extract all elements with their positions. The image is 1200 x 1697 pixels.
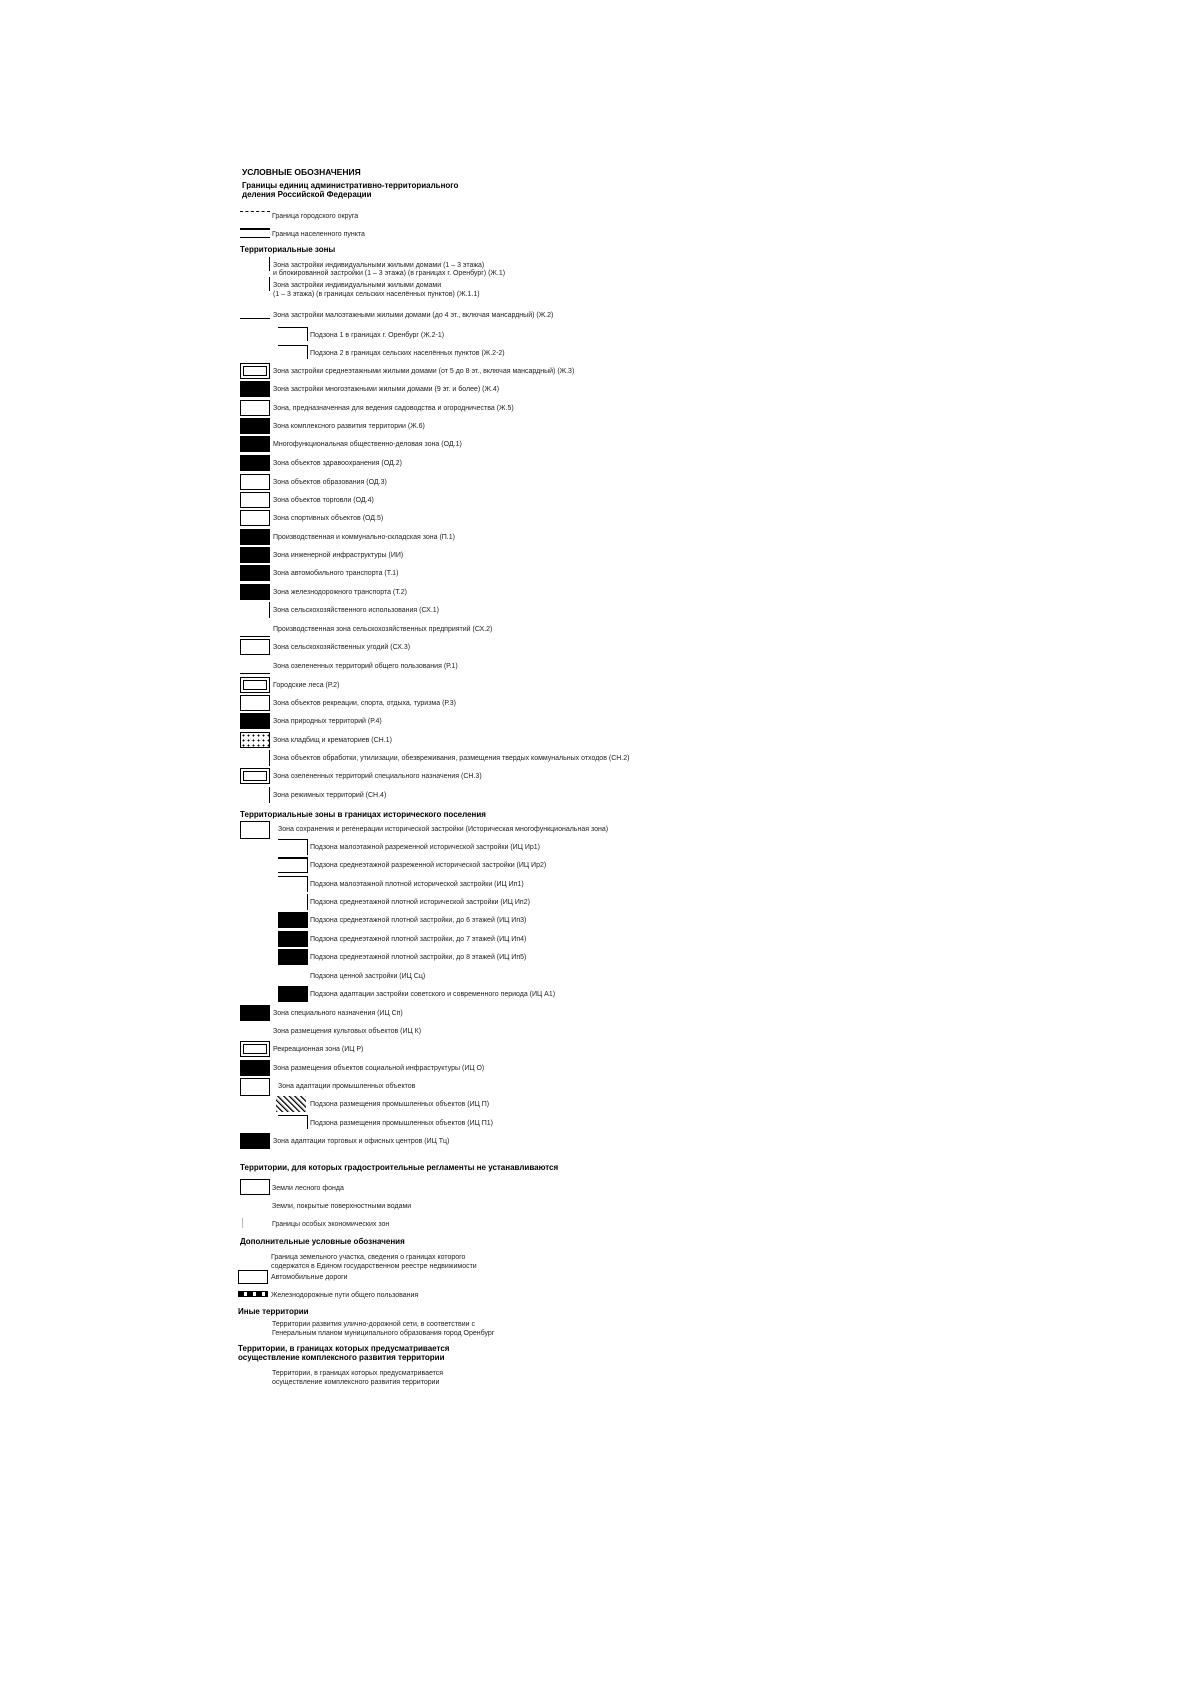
legend-item-label: Граница земельного участка, сведения о границах которого [271,1254,466,1261]
legend-item-label: Территории, в границах которых предусматривается [272,1370,444,1377]
heading-no-regulations: Территории, для которых градостроительные регламенты не устанавливаются [240,1163,559,1172]
heading-historic-settlement: Территориальные зоны в границах исторического поселения [240,810,486,819]
legend-symbol-solid-double-icon [240,228,270,238]
legend-item-label: Подзона адаптации застройки советского и современного периода (ИЦ А1) [310,991,556,998]
legend-item-label: Подзона малоэтажной плотной исторической застройки (ИЦ Ип1) [310,881,524,888]
legend-title: УСЛОВНЫЕ ОБОЗНАЧЕНИЯ [242,167,361,177]
legend-item-label: Подзона размещения промышленных объектов (ИЦ П1) [310,1120,494,1127]
legend-symbol-box-icon [240,492,270,508]
legend-item-label: Зона, предназначенная для ведения садоводства и огородничества (Ж.5) [273,405,514,412]
legend-item-label: Подзона среднеэтажной разреженной исторической застройки (ИЦ Ир2) [310,862,547,869]
legend-symbol-fill-icon [240,436,270,452]
legend-item-label: Зона озелененных территорий общего пользования (Р.1) [273,663,458,670]
legend-item-label: Зона застройки индивидуальными жилыми домами [273,282,442,289]
heading-other-territories: Иные территории [238,1307,309,1316]
legend-item-label: Многофункциональная общественно-деловая зона (ОД.1) [273,441,462,448]
legend-symbol-rline-icon [240,787,270,803]
legend-item-label: Подзона среднеэтажной плотной застройки, до 8 этажей (ИЦ Ип5) [310,954,527,961]
legend-symbol-fill-icon [278,931,308,947]
legend-symbol-faint-icon [242,1218,262,1228]
legend-item-label: Зона размещения объектов социальной инфраструктуры (ИЦ О) [273,1065,485,1072]
legend-symbol-box-icon [240,1078,270,1096]
legend-symbol-box-icon [240,400,270,416]
legend-item-label: Зона адаптации промышленных объектов [278,1083,416,1090]
legend-symbol-botline-icon [240,621,270,637]
legend-symbol-fill-icon [278,912,308,928]
legend-symbol-fill-icon [240,713,270,729]
legend-item-label: Зона объектов рекреации, спорта, отдыха, туризма (Р.3) [273,700,456,707]
legend-item-label: Зона размещения культовых объектов (ИЦ К) [273,1028,422,1035]
legend-item-label: Подзона 1 в границах г. Оренбург (Ж.2-1) [310,332,445,339]
legend-item-label: Подзона малоэтажной разреженной исторической застройки (ИЦ Ир1) [310,844,540,851]
legend-item-label: Зона режимных территорий (СН.4) [273,792,387,799]
legend-symbol-topline-icon [278,839,308,855]
legend-item-label: Зона озелененных территорий специального назначения (СН.3) [273,773,482,780]
legend-item-label: Граница городского округа [272,213,359,220]
heading-territorial-zones: Территориальные зоны [240,245,336,254]
legend-item-label: Зона сохранения и регенерации исторической застройки (Историческая многофункциональная зона) [278,826,609,833]
legend-symbol-box-icon [238,1270,268,1284]
legend-item-label: Подзона среднеэтажной плотной застройки, до 6 этажей (ИЦ Ип3) [310,917,527,924]
legend-symbol-topline-double-icon [278,857,308,873]
legend-item-label: Зона сельскохозяйственного использования (СХ.1) [273,607,439,614]
heading-complex-development-2: осуществление комплексного развития территории [238,1353,445,1362]
legend-symbol-fill-icon [240,547,270,563]
legend-symbol-box-icon [240,474,270,490]
legend-item-label: Зона застройки индивидуальными жилыми домами (1 – 3 этажа) [273,262,485,269]
heading-admin-boundaries-2: деления Российской Федерации [242,190,372,199]
legend-item-label: Подзона размещения промышленных объектов (ИЦ П) [310,1101,490,1108]
legend-item-label: и блокированной застройки (1 – 3 этажа) (в границах г. Оренбург) (Ж.1) [273,270,506,277]
legend-symbol-box-double-icon [240,363,270,379]
legend-item-label: Зона застройки среднеэтажными жилыми домами (от 5 до 8 эт., включая мансардный) (Ж.3) [273,368,575,375]
legend-item-label: Зона комплексного развития территории (Ж.6) [273,423,425,430]
legend-item-label: Городские леса (Р.2) [273,682,340,689]
legend-item-label: Зона адаптации торговых и офисных центров (ИЦ Тц) [273,1138,450,1145]
legend-item-label: Зона автомобильного транспорта (Т.1) [273,570,399,577]
heading-additional: Дополнительные условные обозначения [240,1237,405,1246]
legend-symbol-fill-icon [240,381,270,397]
legend-item-label: Зона застройки многоэтажными жилыми домами (9 эт. и более) (Ж.4) [273,386,500,393]
legend-item-label: Граница населенного пункта [272,231,365,238]
legend-symbol-dash-icon [240,211,270,212]
legend-symbol-fill-icon [278,949,308,965]
legend-item-label: Зона железнодорожного транспорта (Т.2) [273,589,407,596]
legend-symbol-fill-icon [240,529,270,545]
legend-symbol-fill-icon [240,1005,270,1021]
legend-symbol-rline-icon [240,602,270,618]
heading-complex-development: Территории, в границах которых предусматривается [238,1344,450,1353]
legend-item-label: Зона инженерной инфраструктуры (ИИ) [273,552,404,559]
legend-symbol-topline-icon [278,876,308,892]
legend-symbol-box-double-icon [240,768,270,784]
legend-symbol-rail-icon [238,1291,268,1297]
legend-symbol-fill-icon [240,565,270,581]
legend-item-label: Зона застройки малоэтажными жилыми домами (до 4 эт., включая мансардный) (Ж.2) [273,312,554,319]
legend-item-label: Земли лесного фонда [272,1185,344,1192]
legend-symbol-botline-icon [240,658,270,674]
legend-symbol-botline-icon [240,305,270,319]
legend-symbol-dots-icon [240,732,270,748]
legend-symbol-rline-icon [240,277,270,291]
legend-item-label: Зона спортивных объектов (ОД.5) [273,515,384,522]
legend-symbol-fill-icon [240,455,270,471]
legend-item-label: Зона природных территорий (Р.4) [273,718,382,725]
legend-symbol-box-icon [240,821,270,839]
legend-item-label: Зона объектов обработки, утилизации, обезвреживания, размещения твердых коммунальных отходов (СН.2) [273,755,630,762]
legend-item-label: Зона специального назначения (ИЦ Сп) [273,1010,403,1017]
legend-symbol-fill-icon [278,986,308,1002]
legend-item-label: Границы особых экономических зон [272,1221,390,1228]
legend-symbol-box-double-icon [240,677,270,693]
legend-symbol-rline-icon [240,750,270,766]
legend-item-label: Территории развития улично-дорожной сети, в соответствии с [272,1321,475,1328]
legend-item-label: Земли, покрытые поверхностными водами [272,1203,412,1210]
legend-item-label: Зона сельскохозяйственных угодий (СХ.3) [273,644,411,651]
legend-symbol-box-icon [240,695,270,711]
legend-item-label: Зона кладбищ и крематориев (СН.1) [273,737,392,744]
legend-item-label: Производственная зона сельскохозяйственных предприятий (СХ.2) [273,626,493,633]
legend-item-label: осуществление комплексного развития территории [272,1379,440,1386]
legend-item-label: Подзона 2 в границах сельских населённых пунктов (Ж.2-2) [310,350,505,357]
legend-item-label: Зона объектов торговли (ОД.4) [273,497,374,504]
legend-item-label: Рекреационная зона (ИЦ Р) [273,1046,364,1053]
legend-symbol-fill-icon [240,418,270,434]
legend-symbol-box-icon [240,1179,270,1195]
legend-item-label: Производственная и коммунально-складская зона (П.1) [273,534,455,541]
legend-symbol-rline-icon [240,257,270,271]
legend-item-label: Подзона среднеэтажной плотной исторической застройки (ИЦ Ип2) [310,899,530,906]
legend-symbol-fill-icon [240,1060,270,1076]
legend-symbol-hatch-icon [276,1096,306,1112]
legend-item-label: Зона объектов образования (ОД.3) [273,479,387,486]
legend-symbol-rline-icon [278,894,308,910]
legend-symbol-topline-icon [278,1115,308,1129]
legend-symbol-topline-icon [278,345,308,359]
legend-symbol-box-double-icon [240,1041,270,1057]
legend-item-label: Подзона среднеэтажной плотной застройки, до 7 этажей (ИЦ Ип4) [310,936,527,943]
legend-item-label: Железнодорожные пути общего пользования [271,1292,419,1299]
legend-item-label: Подзона ценной застройки (ИЦ Сц) [310,973,426,980]
legend-symbol-fill-icon [240,584,270,600]
legend-symbol-box-icon [240,639,270,655]
heading-admin-boundaries: Границы единиц административно-территориального [242,181,459,190]
legend-symbol-topline-icon [278,327,308,341]
legend-item-label: Автомобильные дороги [271,1274,348,1281]
legend-item-label: Генеральным планом муниципального образования город Оренбург [272,1330,495,1337]
legend-item-label: (1 – 3 этажа) (в границах сельских населённых пунктов) (Ж.1.1) [273,291,480,298]
legend-symbol-fill-icon [240,1133,270,1149]
legend-symbol-box-icon [240,510,270,526]
legend-item-label: содержатся в Едином государственном реестре недвижимости [271,1263,477,1270]
legend-item-label: Зона объектов здравоохранения (ОД.2) [273,460,402,467]
